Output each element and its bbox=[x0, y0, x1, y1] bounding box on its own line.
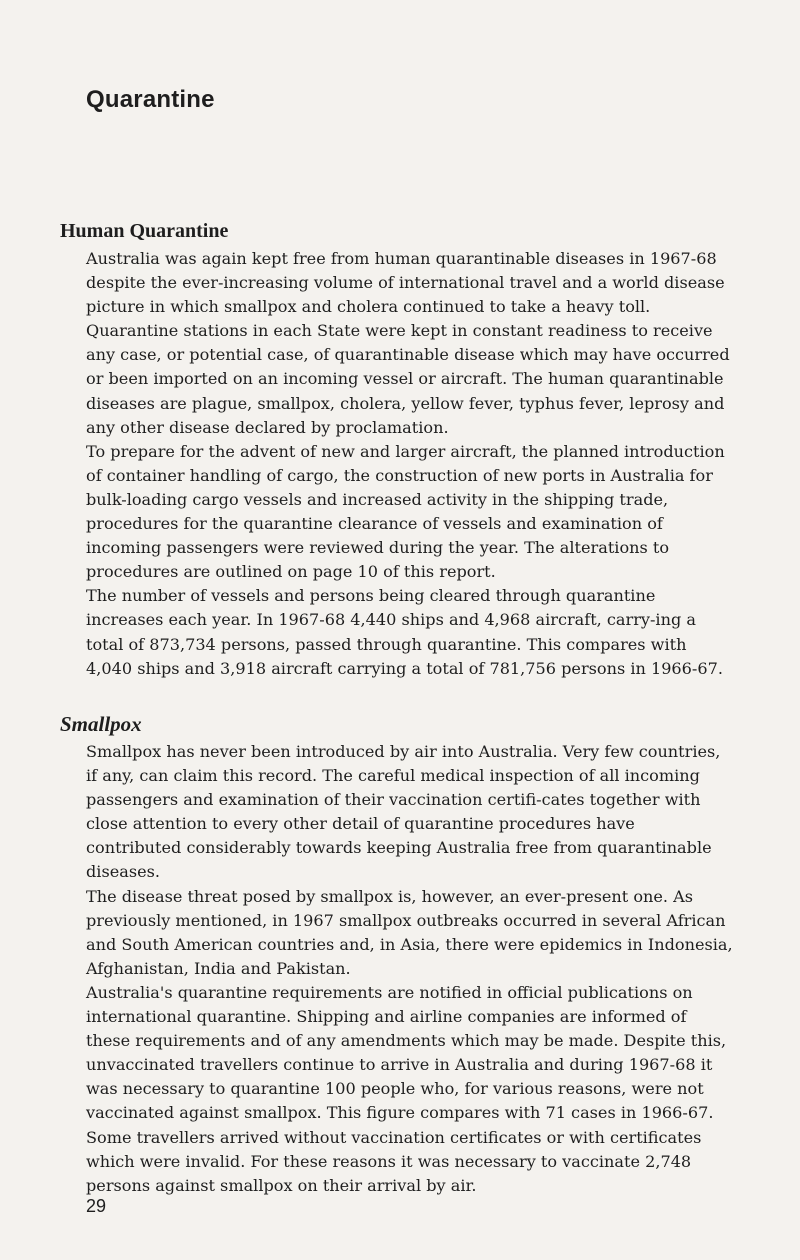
section-heading-smallpox: Smallpox bbox=[60, 712, 142, 736]
paragraph: Australia's quarantine requirements are notified in official publications on international quarantine. Shipping and airline companies are informed of these requirements and of any amendments which may be made. Despite this, unvaccinated travellers continue to arrive in Australia and during 1967-68 it was necessary to quarantine 100 people who, for various reasons, were not vaccinated against smallpox. This figure compares with 71 cases in 1966-67. Some travellers arrived without vaccination certificates or with certificates which were invalid. For these reasons it was necessary to vaccinate 2,748 persons against smallpox on their arrival by air. bbox=[86, 982, 727, 1195]
paragraph: To prepare for the advent of new and larger aircraft, the planned introduction of container handling of cargo, the construction of new ports in Australia for bulk-loading cargo vessels and increased activity in the shipping trade, procedures for the quarantine clearance of vessels and examination of incoming passengers were reviewed during the year. The alterations to procedures are outlined on page 10 of this report. bbox=[86, 441, 725, 582]
smallpox-body bbox=[86, 740, 734, 1198]
page-number: 29 bbox=[86, 1196, 107, 1216]
page-title: Quarantine bbox=[86, 86, 215, 113]
paragraph: Australia was again kept free from human quarantinable diseases in 1967-68 despite the ever-increasing volume of international travel and a world disease picture in which smallpox and cholera continued to take a heavy toll. bbox=[86, 249, 725, 317]
paragraph: Smallpox has never been introduced by air into Australia. Very few countries, if any, can claim this record. The careful medical inspection of all incoming passengers and examination of their vaccination certifi-cates together with close attention to every other detail of quarantine procedures have contributed considerably towards keeping Australia free from quarantinable diseases. bbox=[86, 742, 721, 882]
paragraph: Quarantine stations in each State were kept in constant readiness to receive any case, or potential case, of quarantinable disease which may have occurred or been imported on an incoming vessel or aircraft. The human quarantinable diseases are plague, smallpox, cholera, yellow fever, typhus fever, leprosy and any other disease declared by proclamation. bbox=[86, 321, 730, 437]
human-quarantine-body bbox=[86, 247, 734, 681]
section-heading-human-quarantine: Human Quarantine bbox=[60, 220, 229, 242]
paragraph: The disease threat posed by smallpox is, however, an ever-present one. As previously mentioned, in 1967 smallpox outbreaks occurred in several African and South American countries and, in Asia, there were epidemics in Indonesia, Afghanistan, India and Pakistan. bbox=[86, 886, 733, 978]
paragraph: The number of vessels and persons being cleared through quarantine increases each year. In 1967-68 4,440 ships and 4,968 aircraft, carry-ing a total of 873,734 persons, passed through quarantine. This compares with 4,040 ships and 3,918 aircraft carrying a total of 781,756 persons in 1966-67. bbox=[86, 586, 723, 678]
